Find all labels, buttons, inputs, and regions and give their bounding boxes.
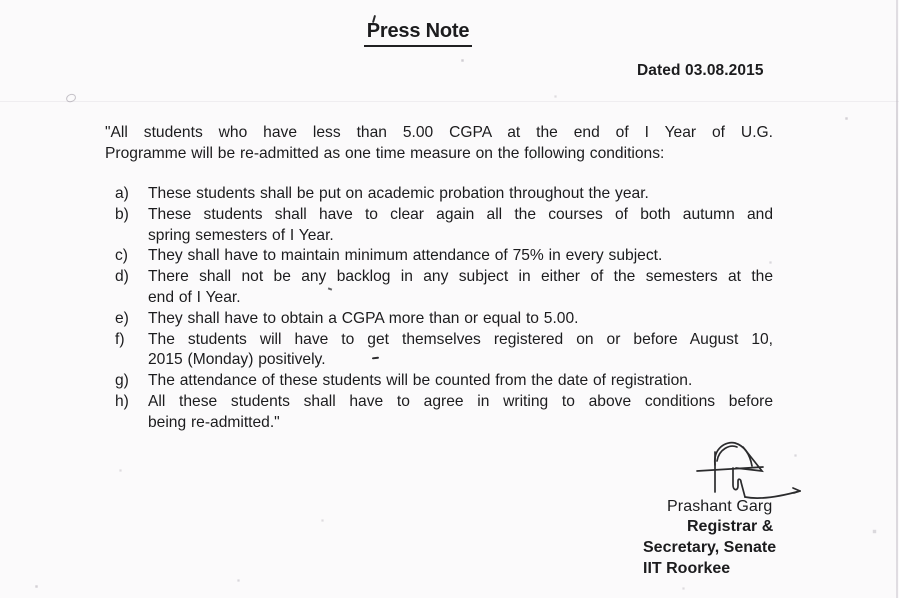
condition-item-b	[115, 205, 773, 247]
condition-item-f	[115, 330, 773, 372]
condition-item-e	[115, 309, 773, 330]
condition-text	[148, 371, 773, 392]
condition-label: f)	[115, 330, 125, 348]
intro-line: "All students who have less than 5.00 CGPA at the end of I Year of U.G.	[105, 124, 773, 141]
condition-text	[148, 392, 773, 434]
condition-line: There shall not be any backlog in any subject in either of the semesters at the	[148, 268, 773, 286]
title-row	[0, 20, 836, 47]
signature-scribble	[690, 438, 805, 503]
condition-item-d	[115, 267, 773, 309]
condition-line: The students will have to get themselves registered on or before August 10,	[148, 330, 773, 348]
condition-text	[148, 309, 773, 330]
condition-label: h)	[115, 392, 129, 410]
condition-label: a)	[115, 185, 129, 202]
signatory-title: Registrar &	[687, 518, 774, 535]
condition-line: being re-admitted."	[148, 413, 280, 431]
condition-label: e)	[115, 309, 129, 327]
condition-label: c)	[115, 247, 128, 265]
condition-text	[148, 267, 773, 309]
condition-label: d)	[115, 268, 129, 286]
intro-paragraph	[105, 122, 773, 164]
condition-line: They shall have to obtain a CGPA more than or equal to 5.00.	[148, 309, 579, 327]
scan-speckles	[0, 0, 1, 1]
condition-label: b)	[115, 205, 129, 223]
condition-label: g)	[115, 372, 129, 390]
condition-line: These students shall have to clear again all the courses of both autumn and	[148, 205, 773, 223]
condition-line: They shall have to maintain minimum attendance of 75% in every subject.	[148, 247, 663, 265]
signatory-name: Prashant Garg	[667, 498, 773, 515]
condition-line: spring semesters of I Year.	[148, 226, 334, 244]
intro-line: Programme will be re-admitted as one time measure on the following conditions:	[105, 145, 665, 162]
page-title: Press Note	[364, 20, 473, 47]
condition-item-g	[115, 371, 773, 392]
condition-item-a	[115, 184, 773, 205]
condition-line: 2015 (Monday) positively.	[148, 351, 326, 369]
condition-item-h	[115, 392, 773, 434]
signatory-title: Secretary, Senate	[643, 539, 777, 556]
signatory-org: IIT Roorkee	[643, 560, 731, 577]
condition-text	[148, 184, 773, 205]
conditions-list	[115, 184, 773, 434]
scan-crease-line	[0, 101, 899, 102]
condition-text	[148, 205, 773, 247]
condition-item-c	[115, 246, 773, 267]
condition-text	[148, 246, 773, 267]
condition-line: end of I Year.	[148, 288, 241, 306]
condition-line: The attendance of these students will be counted from the date of registration.	[148, 372, 693, 390]
date-line: Dated 03.08.2015	[637, 62, 764, 79]
scan-edge-line	[896, 0, 898, 598]
condition-line: These students shall be put on academic probation throughout the year.	[148, 185, 649, 202]
condition-text	[148, 330, 773, 372]
condition-line: All these students shall have to agree in writing to above conditions before	[148, 392, 773, 410]
